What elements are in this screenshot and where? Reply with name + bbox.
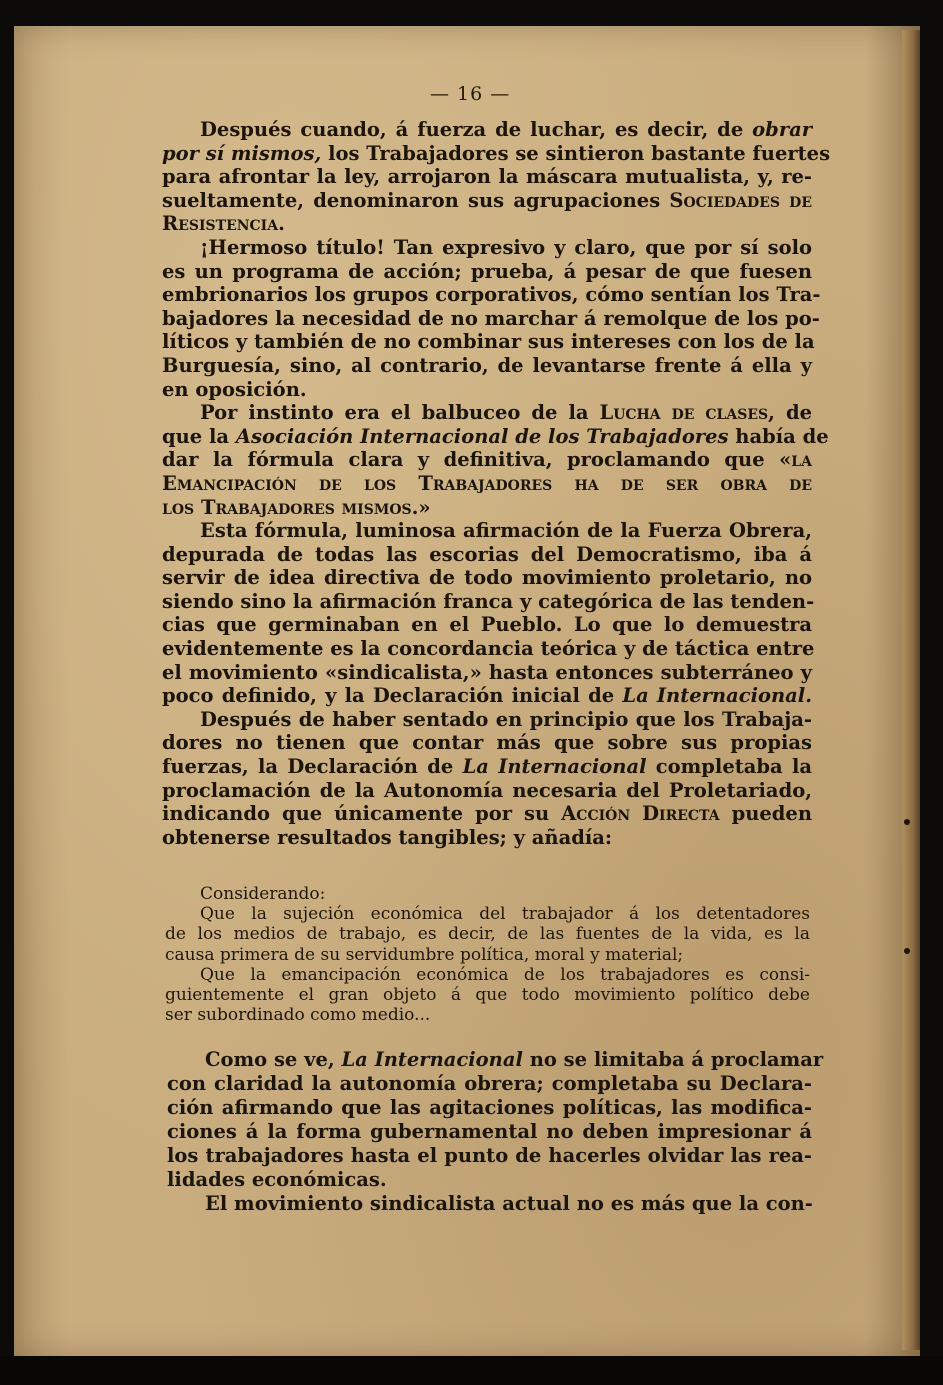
text-line: líticos y también de no combinar sus intereses con los de la	[162, 330, 815, 354]
text-line: fuerzas, la Declaración de La Internacional completaba la	[162, 755, 812, 779]
text-line: Emancipación de los Trabajadores ha de ser obra de	[162, 471, 812, 495]
text-line: cias que germinaban en el Pueblo. Lo que lo demuestra	[162, 613, 812, 637]
text-line: evidentemente es la concordancia teórica y de táctica entre	[162, 637, 815, 661]
text-line: los trabajadores hasta el punto de hacerles olvidar las rea-	[167, 1144, 812, 1167]
text-line: ción afirmando que las agitaciones políticas, las modifica-	[167, 1096, 812, 1119]
quote-line: Que la sujeción económica del trabajador á los detentadores	[200, 904, 810, 925]
text-line: por sí mismos, los Trabajadores se sintieron bastante fuertes	[162, 141, 831, 165]
text-line: siendo sino la afirmación franca y categórica de las tenden-	[162, 589, 815, 613]
text-line: en oposición.	[162, 377, 307, 401]
text-line: con claridad la autonomía obrera; completaba su Declara-	[167, 1072, 812, 1095]
text-line: lidades económicas.	[167, 1168, 387, 1191]
quote-line: Que la emancipación económica de los trabajadores es consi-	[200, 964, 810, 985]
text-line: obtenerse resultados tangibles; y añadía:	[162, 825, 613, 849]
scan-border	[0, 1356, 943, 1385]
quote-line: Considerando:	[200, 884, 326, 904]
text-line: el movimiento «sindicalista,» hasta entonces subterráneo y	[162, 660, 812, 684]
text-line: poco definido, y la Declaración inicial de La Internacional.	[162, 684, 812, 708]
text-line: bajadores la necesidad de no marchar á remolque de los po-	[162, 306, 820, 330]
text-line: Burguesía, sino, al contrario, de levantarse frente á ella y	[162, 353, 812, 377]
quote-line: causa primera de su servidumbre política, moral y material;	[165, 944, 684, 965]
page-edge	[902, 30, 920, 1350]
text-line: proclamación de la Autonomía necesaria del Proletariado,	[162, 778, 812, 802]
text-line: Esta fórmula, luminosa afirmación de la Fuerza Obrera,	[200, 519, 812, 543]
quote-line: guientemente el gran objeto á que todo movimiento político debe	[165, 985, 810, 1006]
page-number: — 16 —	[430, 83, 511, 105]
text-line: depurada de todas las escorias del Democratismo, iba á	[162, 542, 812, 566]
ink-mark	[904, 948, 910, 954]
body-text	[162, 118, 831, 849]
text-line: es un programa de acción; prueba, á pesar de que fuesen	[162, 259, 812, 283]
block-quote	[165, 884, 810, 1025]
text-line: dores no tienen que contar más que sobre sus propias	[162, 731, 812, 755]
text-line: servir de idea directiva de todo movimiento proletario, no	[162, 566, 812, 590]
text-line: ciones á la forma gubernamental no deben impresionar á	[167, 1120, 812, 1143]
ink-mark	[904, 819, 910, 825]
text-line: Por instinto era el balbuceo de la Lucha de clases, de	[200, 401, 812, 425]
text-line: dar la fórmula clara y definitiva, proclamando que «la	[162, 448, 812, 472]
text-line: ¡Hermoso título! Tan expresivo y claro, que por sí solo	[200, 235, 812, 259]
quote-line: ser subordinado como medio...	[165, 1005, 431, 1026]
quote-line: de los medios de trabajo, es decir, de las fuentes de la vida, es la	[165, 924, 810, 945]
text-line: embrionarios los grupos corporativos, cómo sentían los Tra-	[162, 283, 821, 307]
text-line: El movimiento sindicalista actual no es más que la con-	[205, 1192, 813, 1215]
text-line: indicando que únicamente por su Acción Directa pueden	[162, 802, 813, 826]
text-line: para afrontar la ley, arrojaron la máscara mutualista, y, re-	[162, 165, 812, 189]
text-line: Después cuando, á fuerza de luchar, es decir, de obrar	[200, 118, 812, 141]
text-line: Resistencia.	[162, 212, 285, 236]
text-line: que la Asociación Internacional de los Trabajadores había de	[162, 424, 829, 448]
text-line: sueltamente, denominaron sus agrupaciones Sociedades de	[162, 188, 812, 212]
body-text-continued	[167, 1048, 824, 1216]
text-line: los Trabajadores mismos.»	[162, 495, 431, 519]
text-line: Después de haber sentado en principio que los Trabaja-	[200, 707, 812, 731]
text-line: Como se ve, La Internacional no se limitaba á proclamar	[205, 1048, 824, 1071]
